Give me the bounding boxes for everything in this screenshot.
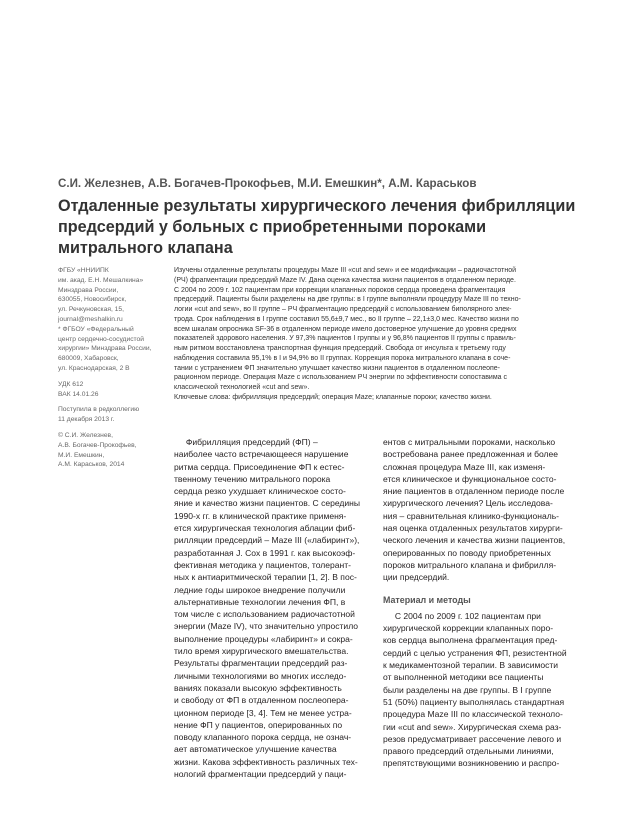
- abstract-line: предсердий. Пациенты были разделены на две группы: в I группе выполняли процедуру Maze III по техно-: [174, 296, 521, 304]
- body-line: хирургической коррекции клапанных поро-: [383, 623, 554, 634]
- body-line: ется клиническое и функциональное состо-: [383, 473, 557, 484]
- abstract-line: трода. Срок наблюдения в I группе составил 55,6±9,7 мес., во II группе – 22,1±3,0 мес. Качество жизни по: [174, 315, 519, 323]
- title-line: митрального клапана: [58, 239, 233, 257]
- abstract-line: рационном периоде. Операция Maze с использованием РЧ энергии по эффективности сопоставима с: [174, 374, 507, 382]
- affiliation-line: хирургии» Минздрава России,: [58, 345, 152, 353]
- body-line: С 2004 по 2009 г. 102 пациентам при: [383, 610, 541, 621]
- body-line: ческого лечения и качества жизни пациентов,: [383, 535, 566, 546]
- udk-line: УДК 612: [58, 380, 84, 388]
- affiliation-line: 680009, Хабаровск,: [58, 355, 119, 363]
- body-line: том числе с использованием радиочастотной: [174, 609, 355, 620]
- body-line: поводу клапанного порока сердца, не означ-: [174, 732, 352, 743]
- keywords-line: Ключевые слова: фибрилляция предсердий; операция Maze; клапанные пороки; качество жизни.: [174, 393, 492, 401]
- article-authors: С.И. Железнев, А.В. Богачев-Прокофьев, М.И. Емешкин*, А.М. Караськов: [58, 177, 477, 190]
- body-line: ваниях показали высокую эффективность: [174, 682, 342, 693]
- affiliation-line: центр сердечно-сосудистой: [58, 335, 144, 343]
- body-line: нение ФП у пациентов, оперированных по: [174, 719, 343, 730]
- body-line: ков сердца выполнена фрагментация пред-: [383, 635, 558, 646]
- abstract: [174, 266, 578, 403]
- copyright-line: © С.И. Железнев,: [58, 431, 113, 439]
- article-sidebar: [58, 266, 168, 470]
- body-line: яние пациентов в отдаленном периоде после: [383, 486, 565, 497]
- received-block: [58, 405, 168, 425]
- body-line: личными технологиями во многих исследо-: [174, 670, 347, 681]
- body-line: резов предусматривает рассечение левого и: [383, 733, 562, 744]
- affiliation-line: им. акад. Е.Н. Мешалкина»: [58, 276, 144, 284]
- body-line: ется хирургическая технология аблации фиб-: [174, 523, 356, 534]
- body-line: Результаты фрагментации предсердий раз-: [174, 658, 348, 669]
- affiliation-line: Минздрава России,: [58, 286, 119, 294]
- body-line: к медикаментозной терапии. В зависимости: [383, 660, 559, 671]
- body-line: ных к антиаритмической терапии [1, 2]. В пос-: [174, 572, 357, 583]
- abstract-line: тании с устранением ФП значительно улучшает качество жизни пациентов в отдаленном послеопе-: [174, 364, 501, 372]
- affiliation-line: ФГБУ «ННИИПК: [58, 267, 109, 274]
- affiliation-line: ул. Речкуновская, 15,: [58, 306, 124, 314]
- body-column-right: [383, 436, 579, 770]
- body-line: ентов с митральными пороками, насколько: [383, 437, 556, 447]
- body-line: яние и качество жизни пациентов. С середины: [174, 498, 361, 509]
- abstract-line: С 2004 по 2009 г. 102 пациентам при коррекции клапанных пороков сердца проведена фрагментация: [174, 286, 506, 294]
- body-line: ционном периоде [3, 4]. Тем не менее устра-: [174, 707, 352, 718]
- abstract-line: наблюдения составила 95,1% в I и 94,9% во II группах. Коррекция порока митрального клапана в соче-: [174, 354, 511, 362]
- abstract-line: классической технологией «cut and sew».: [174, 384, 310, 392]
- body-line: процедура Maze III по классической техноло-: [383, 709, 563, 720]
- body-line: выполнение процедуры «лабиринт» и сокра-: [174, 633, 353, 644]
- udk-line: ВАК 14.01.26: [58, 390, 99, 398]
- body-line: оперированных по поводу приобретенных: [383, 547, 551, 558]
- title-line: Отдаленные результаты хирургического лечения фибрилляции: [58, 197, 576, 215]
- body-line: альтернативные технологии лечения ФП, в: [174, 596, 346, 607]
- body-line: твенному течению митрального порока: [174, 473, 331, 484]
- body-line: нологий фрагментации предсердий у паци-: [174, 769, 347, 780]
- body-line: ледние годы широкое внедрение получили: [174, 584, 346, 595]
- abstract-line: логии «cut and sew», во II группе – РЧ фрагментацию предсердий с использованием биполярного элек-: [174, 306, 512, 314]
- body-line: ния – сравнительная клинико-функциональ-: [383, 510, 560, 521]
- affiliation-line: * ФГБОУ «Федеральный: [58, 325, 134, 333]
- affiliation: [58, 266, 168, 374]
- body-line: сердца резко ухудшает клиническое состо-: [174, 486, 346, 497]
- body-line: энергии (Maze IV), что значительно упростило: [174, 621, 359, 632]
- copyright-line: М.И. Емешкин,: [58, 451, 105, 459]
- body-line: рилляции предсердий – Maze III («лабиринт»),: [174, 535, 360, 546]
- affiliation-email[interactable]: journal@meshalkin.ru: [58, 315, 123, 323]
- body-line: фективная методика у пациентов, толерант-: [174, 559, 352, 570]
- body-line: препятствующими возникновению и распро-: [383, 758, 560, 769]
- article-title: [58, 196, 578, 259]
- body-line: пороков митрального клапана и фибрилля-: [383, 559, 557, 570]
- body-line: гии «cut and sew». Хирургическая схема раз-: [383, 721, 562, 732]
- body-line: тило время хирургического вмешательства.: [174, 646, 349, 657]
- body-line: 51 (50%) пациенту выполнялась стандартная: [383, 696, 565, 707]
- abstract-line: Изучены отдаленные результаты процедуры Maze III «cut and sew» и ее модификации – радиочастотной: [174, 267, 517, 274]
- body-line: хирургического лечения? Цель исследова-: [383, 498, 553, 509]
- body-line: жизни. Какова эффективность различных тех-: [174, 756, 358, 767]
- copyright-block: [58, 431, 168, 470]
- abstract-line: (РЧ) фрагментации предсердий Maze IV. Дана оценка качества жизни пациентов в отдаленном периоде.: [174, 276, 516, 284]
- affiliation-line: ул. Краснодарская, 2 В: [58, 364, 130, 372]
- udk-block: [58, 380, 168, 400]
- copyright-line: А.М. Караськов, 2014: [58, 461, 125, 469]
- received-line: 11 декабря 2013 г.: [58, 416, 115, 424]
- body-line: ает автоматическое улучшение качества: [174, 744, 337, 755]
- body-line: правого предсердий отдельными линиями,: [383, 746, 554, 757]
- body-column-left: [174, 436, 370, 780]
- abstract-line: показателей здорового населения. У 97,3% пациентов I группы и у 96,8% пациентов II группы с правиль-: [174, 335, 516, 343]
- body-line: и свободу от ФП в отдаленном послеопера-: [174, 695, 349, 706]
- body-line: сердий с целью устранения ФП, резистентной: [383, 647, 567, 658]
- body-line: разработанная J. Cox в 1991 г. как высокоэф-: [174, 547, 356, 558]
- affiliation-line: 630055, Новосибирск,: [58, 296, 127, 304]
- body-line: сложная процедура Maze III, как изменя-: [383, 461, 546, 472]
- body-line: востребована ранее предложенная и более: [383, 449, 559, 460]
- body-line: ции предсердий.: [383, 572, 450, 583]
- body-line: ная оценка отдаленных результатов хирурги-: [383, 523, 563, 534]
- abstract-line: ным ритмом восстановлена транспортная функция предсердий. Свобода от инсульта к третьему году: [174, 345, 506, 353]
- body-line: ритма сердца. Присоединение ФП к естес-: [174, 461, 345, 472]
- body-line: были разделены на две группы. В I группе: [383, 684, 552, 695]
- received-line: Поступила в редколлегию: [58, 406, 140, 414]
- abstract-line: всем шкалам опросника SF-36 в отдаленном периоде имело достоверное улучшение до уровня средних: [174, 325, 517, 333]
- body-line: Фибрилляция предсердий (ФП) –: [174, 437, 318, 447]
- body-line: 1990-х гг. в клинической практике применя-: [174, 510, 347, 521]
- copyright-line: А.В. Богачев-Прокофьев,: [58, 441, 137, 449]
- section-heading: Материал и методы: [383, 594, 471, 605]
- body-line: наиболее часто встречающееся нарушение: [174, 449, 349, 460]
- body-line: от выполненной методики все пациенты: [383, 672, 544, 683]
- title-line: предсердий у больных с приобретенными пороками: [58, 218, 487, 236]
